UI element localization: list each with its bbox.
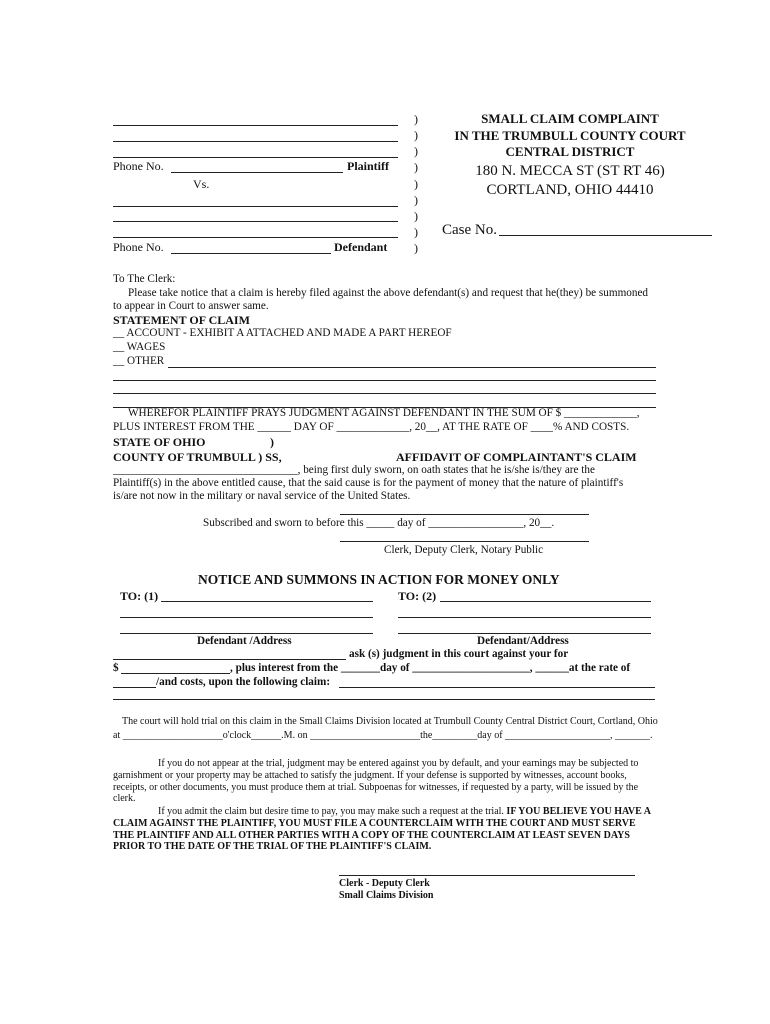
costs-text: /and costs, upon the following claim: [156,676,331,688]
plaintiff-name-line-2[interactable] [113,141,398,142]
versus-label: Vs. [193,177,210,191]
caption-paren: ) [414,144,418,158]
plaintiff-phone-line[interactable] [171,172,343,173]
defendant-label: Defendant [334,240,388,254]
counterclaim-warning-paragraph [113,806,658,853]
state-label: STATE OF OHIO [113,435,206,449]
claim-option-account[interactable]: __ ACCOUNT - EXHIBIT A ATTACHED AND MADE A PART HEREOF [113,327,452,339]
to-defendant-1-label: TO: (1) [120,589,159,603]
court-title-line-2: IN THE TRUMBULL COUNTY COURT [454,127,686,143]
court-address-line-2: CORTLAND, OHIO 44410 [486,182,654,198]
interest-text: , plus interest from the _______day of _____________________, ______at the rate of [230,662,631,674]
defendant-2-name-line[interactable] [440,601,651,602]
defendant-name-line-3[interactable] [113,237,398,238]
defendant-name-line-1[interactable] [113,206,398,207]
defendant-phone-label: Phone No. [113,240,164,254]
plaintiff-phone-label: Phone No. [113,159,164,173]
to-defendant-2-label: TO: (2) [398,589,437,603]
affidavit-title: AFFIDAVIT OF COMPLAINTANT'S CLAIM [396,450,637,464]
caption-paren: ) [414,225,418,239]
case-number-line[interactable] [499,235,712,236]
ask-judgment-text: ask (s) judgment in this court against your for [349,648,569,660]
wherefor-text: WHEREFOR PLAINTIFF PRAYS JUDGMENT AGAINST DEFENDANT IN THE SUM OF $ _____________, [128,407,640,419]
clerk-salutation: To The Clerk: [113,273,176,285]
court-title [430,111,710,161]
defendant-1-address-line[interactable] [120,617,373,618]
summons-title: NOTICE AND SUMMONS IN ACTION FOR MONEY ONLY [198,572,560,587]
plaintiff-name-line-1[interactable] [113,125,398,126]
clerk-notice-text: to appear in Court to answer same. [113,300,269,312]
notary-signature-line[interactable] [340,541,589,542]
caption-paren: ) [414,160,418,174]
trial-notice-text: The court will hold trial on this claim in the Small Claims Division located at Trumbull County Central District Court, Cortland, Ohio [122,716,658,727]
other-claim-line[interactable] [168,367,656,368]
caption-paren: ) [414,177,418,191]
defendant-phone-line[interactable] [171,253,331,254]
defendant-2-address-line[interactable] [398,617,651,618]
caption-paren: ) [414,193,418,207]
state-paren: ) [270,435,274,449]
clerk-signature-line[interactable] [339,875,635,876]
admit-claim-text: If you admit the claim but desire time to pay, you may make such a request at the trial. [158,806,504,817]
case-number-label: Case No. [442,222,497,238]
subscribed-text: Subscribed and sworn to before this _____ day of _________________, 20__. [203,517,555,529]
rate-line[interactable] [113,687,156,688]
affidavit-text: _________________________________, being first duly sworn, on oath states that he is/she is/they are the [113,464,595,476]
claim-summary-line[interactable] [113,699,655,700]
claim-option-other[interactable]: __ OTHER [113,355,165,367]
defendant-2-address-caption: Defendant/Address [477,635,569,647]
plaintiff-name-line-3[interactable] [113,157,398,158]
defendant-1-name-line[interactable] [161,601,373,602]
caption-paren: ) [414,128,418,142]
trial-notice-text: at ____________________o'clock______.M. on ______________________the_________day of _____________________, _______. [113,730,653,741]
affidavit-text: Plaintiff(s) in the above entitled cause, that the said cause is for the payment of money that the nature of plaintiff's [113,477,624,489]
defendant-2-address-line[interactable] [398,633,651,634]
plaintiff-name-summons-line[interactable] [113,659,346,660]
defendant-name-line-2[interactable] [113,221,398,222]
defendant-1-address-line[interactable] [120,633,373,634]
caption-paren: ) [414,241,418,255]
court-title-line-1: SMALL CLAIM COMPLAINT [481,111,659,126]
notary-caption: Clerk, Deputy Clerk, Notary Public [384,544,544,556]
court-address-line-1: 180 N. MECCA ST (ST RT 46) [475,163,665,179]
affiant-signature-line[interactable] [340,514,589,515]
default-warning-text: If you do not appear at the trial, judgment may be entered against you by default, and your earnings may be subjected to garnishment or your property may be attached to satisfy the judgment. If your defense is supported by witnesses, account books, receipts, or other documents, you must produce them at trial. Subpoenas for witnesses, if requested by a party, will be issued by the clerk. [113,758,639,805]
clerk-notice-text: Please take notice that a claim is hereby filed against the above defendant(s) and request that he(they) be summoned [128,287,649,299]
affidavit-text: is/are not now in the military or naval service of the United States. [113,490,411,502]
court-title-line-3: CENTRAL DISTRICT [505,144,635,159]
court-address [430,162,710,200]
counterclaim-warning-text: IF YOU BELIEVE YOU HAVE A CLAIM AGAINST THE PLAINTIFF, YOU MUST FILE A COUNTERCLAIM WITH THE COURT AND MUST SERVE THE PLAINTIFF AND ALL OTHER PARTIES WITH A COPY OF THE COUNTERCLAIM AT LEAST SEVEN DAYS PRIOR TO THE DATE OF THE TRIAL OF THE PLAINTIFF'S CLAIM. [113,806,651,853]
wherefor-text: PLUS INTEREST FROM THE ______ DAY OF _____________, 20__, AT THE RATE OF ____% AND COSTS. [113,421,630,433]
clerk-signature-caption: Clerk - Deputy Clerk [339,878,430,889]
default-warning-paragraph [113,758,658,805]
county-label: COUNTY OF TRUMBULL ) SS, [113,450,282,464]
caption-paren: ) [414,112,418,126]
claim-summary-line[interactable] [339,687,655,688]
claim-description-line[interactable] [113,380,656,381]
caption-paren: ) [414,209,418,223]
plaintiff-label: Plaintiff [347,159,389,173]
statement-heading: STATEMENT OF CLAIM [113,313,250,327]
dollar-sign: $ [113,662,119,674]
amount-line[interactable] [121,673,230,674]
claim-option-wages[interactable]: __ WAGES [113,341,166,353]
small-claims-division-caption: Small Claims Division [339,890,434,901]
defendant-1-address-caption: Defendant /Address [197,635,292,647]
claim-description-line[interactable] [113,393,656,394]
